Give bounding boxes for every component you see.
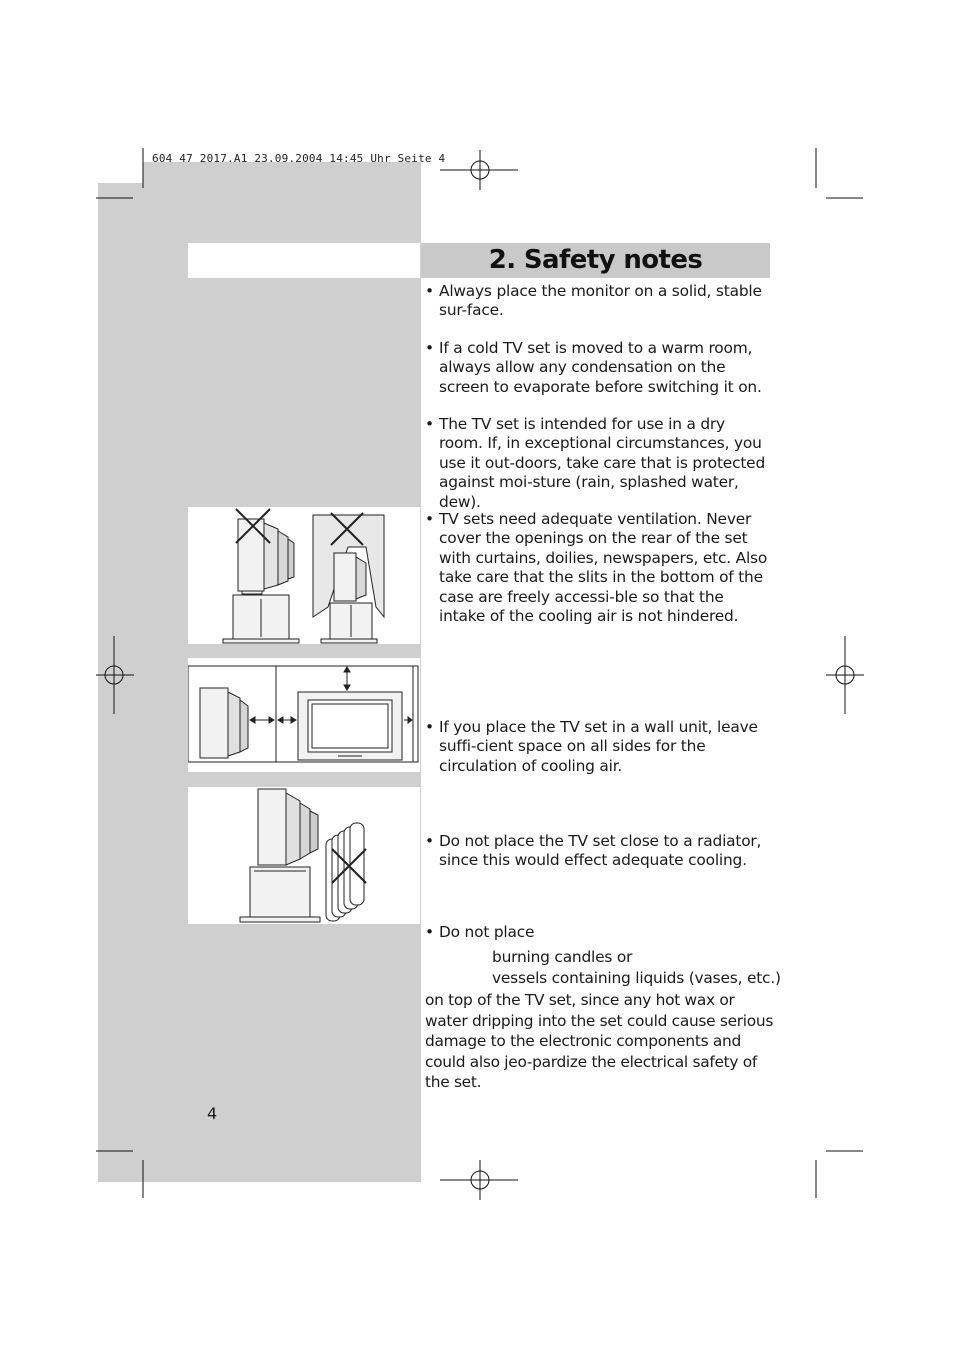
- note-text: If a cold TV set is moved to a warm room, always allow any condensation on the screen to evaporate before switching it on.: [439, 339, 762, 396]
- note-text: Do not place the TV set close to a radiator, since this would effect adequate cooling.: [439, 832, 762, 870]
- title-bar-left: [188, 243, 420, 278]
- page-title: 2. Safety notes: [488, 245, 703, 275]
- bullet-glyph: •: [425, 339, 434, 357]
- note-7-item-1: burning candles or: [492, 948, 633, 966]
- note-1: [425, 282, 770, 321]
- wall-unit-clearance-icon: [188, 658, 420, 772]
- print-slug: 604 47 2017.A1 23.09.2004 14:45 Uhr Seite 4: [152, 152, 446, 165]
- note-7: [425, 923, 770, 942]
- bullet-glyph: •: [425, 923, 434, 941]
- page-number: 4: [207, 1104, 218, 1123]
- illustration-wall-unit: [188, 658, 420, 772]
- note-7-item-2: vessels containing liquids (vases, etc.): [492, 969, 781, 987]
- bullet-glyph: •: [425, 718, 434, 736]
- illustration-radiator: [188, 787, 420, 924]
- note-3: [425, 415, 770, 512]
- illustration-ventilation: [188, 507, 420, 644]
- note-text: Always place the monitor on a solid, stable sur-face.: [439, 282, 762, 320]
- note-text: If you place the TV set in a wall unit, leave suffi-cient space on all sides for the circulation of cooling air.: [439, 718, 758, 775]
- radiator-warning-icon: [188, 787, 420, 924]
- note-6: [425, 832, 770, 871]
- note-text: The TV set is intended for use in a dry room. If, in exceptional circumstances, you use it out-doors, take care that is protected against moi-sture (rain, splashed water, dew).: [439, 415, 766, 511]
- bullet-glyph: •: [425, 832, 434, 850]
- note-7-continuation: on top of the TV set, since any hot wax or water dripping into the set could cause serious damage to the electronic components and could also jeo-pardize the electrical safety of the set.: [425, 991, 774, 1092]
- note-5: [425, 718, 770, 776]
- note-text: TV sets need adequate ventilation. Never cover the openings on the rear of the set with curtains, doilies, newspapers, etc. Also take care that the slits in the bottom of the case are freely accessi-ble so that the intake of the cooling air is not hindered.: [439, 510, 768, 626]
- note-text: Do not place: [439, 923, 535, 941]
- bullet-glyph: •: [425, 510, 434, 528]
- tv-ventilation-icon: [188, 507, 420, 644]
- note-4: [425, 510, 770, 626]
- bullet-glyph: •: [425, 282, 434, 300]
- note-2: [425, 339, 770, 397]
- bullet-glyph: •: [425, 415, 434, 433]
